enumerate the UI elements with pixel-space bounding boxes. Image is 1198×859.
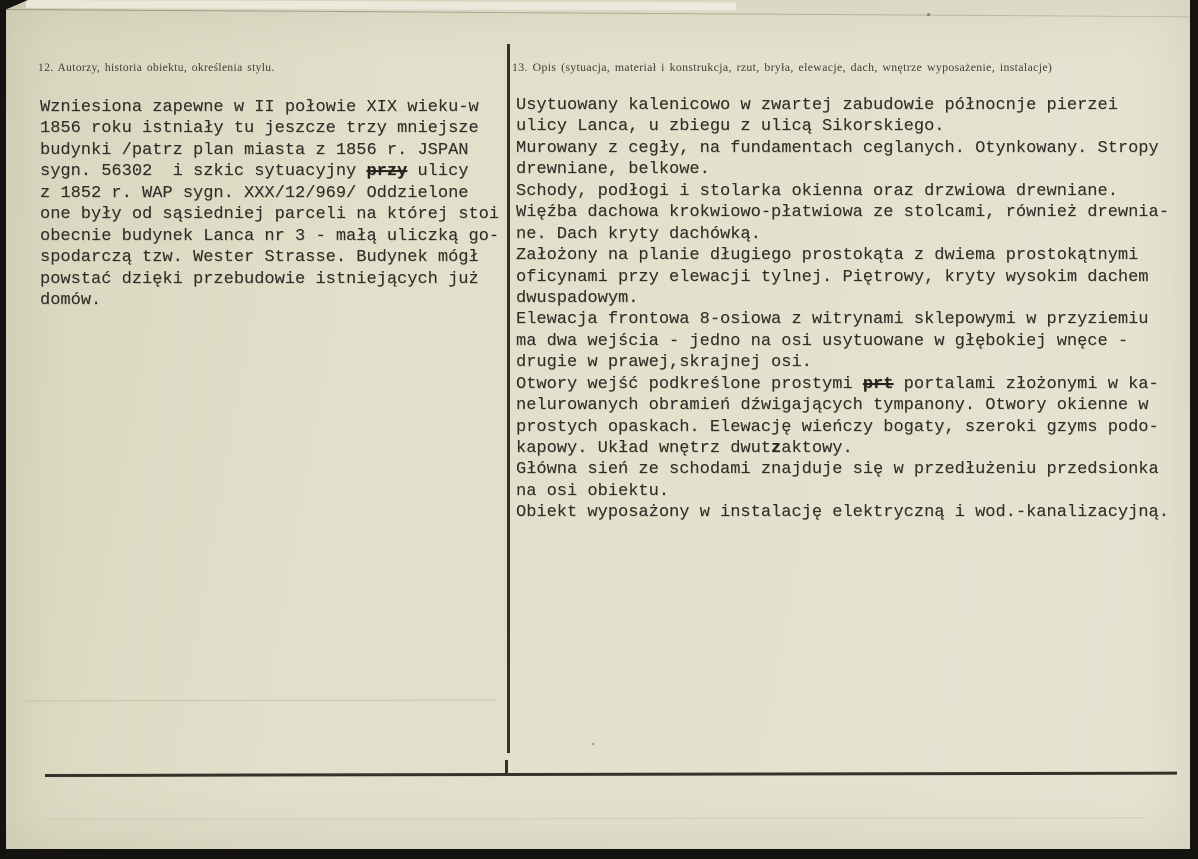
text-line: drewniane, belkowe.	[516, 160, 710, 180]
scan-corner-top-left	[0, 0, 28, 12]
paper-crease	[46, 817, 1146, 820]
text-line: dwuspadowym.	[516, 288, 639, 308]
text-line: Więźba dachowa krokwiowo-płatwiowa ze stolcami, również drewnia-	[516, 203, 1169, 223]
text-line: Założony na planie długiego prostokąta z dwiema prostokątnymi	[516, 246, 1139, 266]
text-line: one były od sąsiedniej parceli na której stoi	[40, 205, 500, 225]
text-line: Elewacja frontowa 8-osiowa z witrynami sklepowymi w przyziemiu	[516, 310, 1149, 330]
scan-speck	[592, 743, 594, 745]
text-line: Usytuowany kalenicowo w zwartej zabudowie północnje pierzei	[516, 96, 1118, 115]
text-line: prostych opaskach. Elewację wieńczy bogaty, szeroki gzyms podo-	[516, 417, 1159, 437]
struck-out-word: przy	[366, 162, 408, 182]
text-line: drugie w prawej,skrajnej osi.	[516, 353, 812, 373]
text-line: budynki /patrz plan miasta z 1856 r. JSPAN	[40, 140, 469, 160]
scan-speck	[927, 13, 930, 16]
text-line: Otwory wejść podkreślone prostymi prt portalami złożonymi w ka-	[516, 374, 1159, 394]
text-line: kapowy. Układ wnętrz dwutzaktowy.	[516, 439, 853, 458]
text-line: na osi obiektu.	[516, 481, 670, 501]
text-line: ulicy Lanca, u zbiegu z ulicą Sikorskiego.	[516, 117, 945, 137]
text-line: spodarczą tzw. Wester Strasse. Budynek mógł	[40, 248, 479, 268]
struck-out-word: prt	[862, 374, 894, 394]
text-line: Obiekt wyposażony w instalację elektryczną i wod.-kanalizacyjną.	[516, 503, 1169, 523]
paper-edge-line	[6, 9, 1190, 17]
section-12-heading: 12. Autorzy, historia obiektu, określenia stylu.	[38, 62, 275, 74]
text-line: 1856 roku istniały tu jeszcze trzy mniejsze	[40, 119, 479, 139]
text-line: domów.	[40, 290, 102, 310]
text-line: Murowany z cegły, na fundamentach ceglanych. Otynkowany. Stropy	[516, 138, 1159, 158]
text-line: Wzniesiona zapewne w II połowie XIX wieku-w	[40, 98, 479, 117]
section-13-heading: 13. Opis (sytuacja, materiał i konstrukcja, rzut, bryła, elewacje, dach, wnętrze wyposażenie, instalacje)	[512, 60, 1053, 74]
text-line: Główna sień ze schodami znajduje się w przedłużeniu przedsionka	[516, 460, 1159, 480]
overtyped-text: z	[771, 439, 782, 458]
text-line: nelurowanych obramień dźwigających tympanony. Otwory okienne w	[516, 396, 1149, 416]
column-divider-line	[507, 44, 510, 753]
text-line: sygn. 56302 i szkic sytuacyjny przy ulicy	[40, 162, 469, 182]
section-12-typewritten-text	[40, 97, 512, 311]
text-line: ne. Dach kryty dachówką.	[516, 224, 761, 244]
text-line: z 1852 r. WAP sygn. XXX/12/969/ Oddzielone	[40, 183, 469, 203]
text-line: obecnie budynek Lanca nr 3 - małą uliczką go-	[40, 226, 500, 246]
text-line: ma dwa wejścia - jedno na osi usytuowane w głębokiej wnęce -	[516, 331, 1129, 351]
bottom-rule-line	[45, 772, 1177, 777]
text-line: powstać dzięki przebudowie istniejących już	[40, 269, 479, 289]
text-line: Schody, podłogi i stolarka okienna oraz drzwiowa drewniane.	[516, 181, 1118, 201]
paper-crease	[26, 700, 496, 702]
text-line: oficynami przy elewacji tylnej. Piętrowy, kryty wysokim dachem	[516, 267, 1149, 287]
section-13-typewritten-text	[516, 95, 1194, 524]
record-card-paper	[6, 0, 1190, 849]
